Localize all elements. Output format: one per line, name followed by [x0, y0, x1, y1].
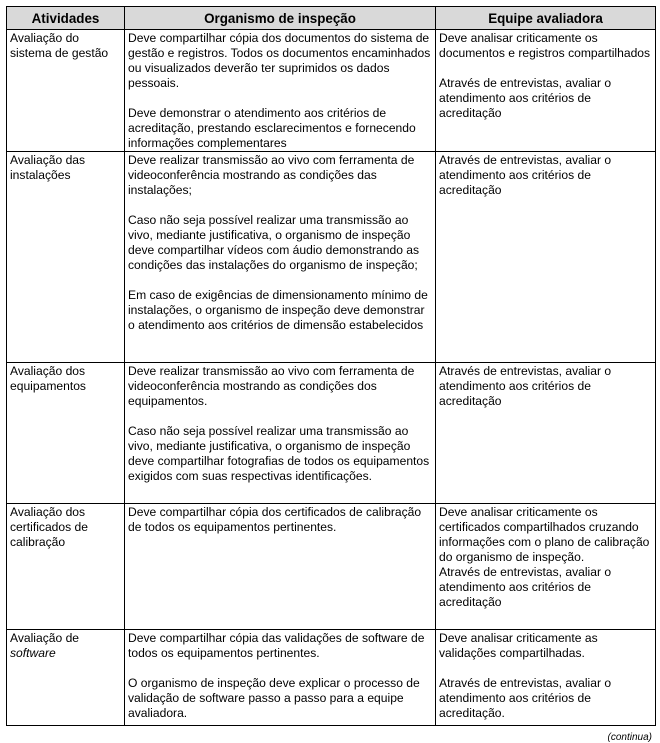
organismo-cell [125, 152, 436, 363]
organismo-paragraph: Deve compartilhar cópia dos certificados de calibração de todos os equipamentos pertinentes. [128, 505, 422, 534]
table-row [7, 363, 656, 504]
equipe-paragraph: Deve analisar criticamente os documentos e registros compartilhados [439, 31, 651, 60]
table-row [7, 30, 656, 152]
organismo-paragraph: Caso não seja possível realizar uma transmissão ao vivo, mediante justificativa, o organismo de inspeção deve compartilhar vídeos com áudio demonstrando as condições das instalações do organismo de inspeção; [128, 213, 420, 272]
activity-cell: Avaliação dos certificados de calibração [7, 504, 125, 630]
header-organismo: Organismo de inspeção [125, 7, 436, 30]
equipe-paragraph: Através de entrevistas, avaliar o atendimento aos critérios de acreditação [439, 76, 612, 120]
equipe-paragraph: Através de entrevistas, avaliar o atendimento aos critérios de acreditação. [439, 676, 612, 720]
table-header-row [7, 7, 656, 30]
header-atividades: Atividades [7, 7, 125, 30]
organismo-cell [125, 30, 436, 152]
organismo-paragraph: Deve compartilhar cópia das validações de software de todos os equipamentos pertinentes. [128, 631, 425, 660]
organismo-paragraph: Deve realizar transmissão ao vivo com ferramenta de videoconferência mostrando as condições das instalações; [128, 153, 415, 197]
organismo-paragraph: Caso não seja possível realizar uma transmissão ao vivo, mediante justificativa, o organismo de inspeção deve compartilhar fotografias de todos os equipamentos exigidos com suas respectivas identificações. [128, 424, 430, 483]
activity-cell: Avaliação do sistema de gestão [7, 30, 125, 152]
organismo-paragraph: Deve realizar transmissão ao vivo com ferramenta de videoconferência mostrando as condições dos equipamentos. [128, 364, 415, 408]
organismo-cell [125, 504, 436, 630]
continuation-note: (continua) [607, 732, 652, 743]
equipe-cell [436, 504, 656, 630]
organismo-cell [125, 630, 436, 726]
equipe-paragraph: Deve analisar criticamente as validações compartilhadas. [439, 631, 598, 660]
activity-text: Avaliação de [10, 631, 80, 645]
activities-table [6, 6, 656, 726]
table-row [7, 630, 656, 726]
activity-text-italic: software [10, 646, 56, 660]
table-row [7, 504, 656, 630]
activity-cell: Avaliação dos equipamentos [7, 363, 125, 504]
organismo-paragraph: O organismo de inspeção deve explicar o processo de validação de software passo a passo para a equipe avaliadora. [128, 676, 420, 720]
equipe-cell [436, 152, 656, 363]
organismo-paragraph: Deve compartilhar cópia dos documentos do sistema de gestão e registros. Todos os documentos encaminhados ou visualizados deverão ter suprimidos os dados pessoais. [128, 31, 431, 90]
organismo-paragraph: Em caso de exigências de dimensionamento mínimo de instalações, o organismo de inspeção deve demonstrar o atendimento aos critérios de dimensão estabelecidos [128, 288, 428, 332]
equipe-paragraph: Através de entrevistas, avaliar o atendimento aos critérios de acreditação [439, 153, 612, 197]
header-equipe: Equipe avaliadora [436, 7, 656, 30]
equipe-cell [436, 363, 656, 504]
organismo-cell [125, 363, 436, 504]
equipe-cell [436, 630, 656, 726]
equipe-paragraph: Através de entrevistas, avaliar o atendimento aos critérios de acreditação [439, 565, 612, 609]
activity-cell: Avaliação das instalações [7, 152, 125, 363]
equipe-paragraph: Através de entrevistas, avaliar o atendimento aos critérios de acreditação [439, 364, 612, 408]
equipe-paragraph: Deve analisar criticamente os certificados compartilhados cruzando informações com o plano de calibração do organismo de inspeção. [439, 505, 650, 564]
organismo-paragraph: Deve demonstrar o atendimento aos critérios de acreditação, prestando esclarecimentos e fornecendo informações complementares [128, 106, 416, 150]
table-row [7, 152, 656, 363]
equipe-cell [436, 30, 656, 152]
activity-cell [7, 630, 125, 726]
